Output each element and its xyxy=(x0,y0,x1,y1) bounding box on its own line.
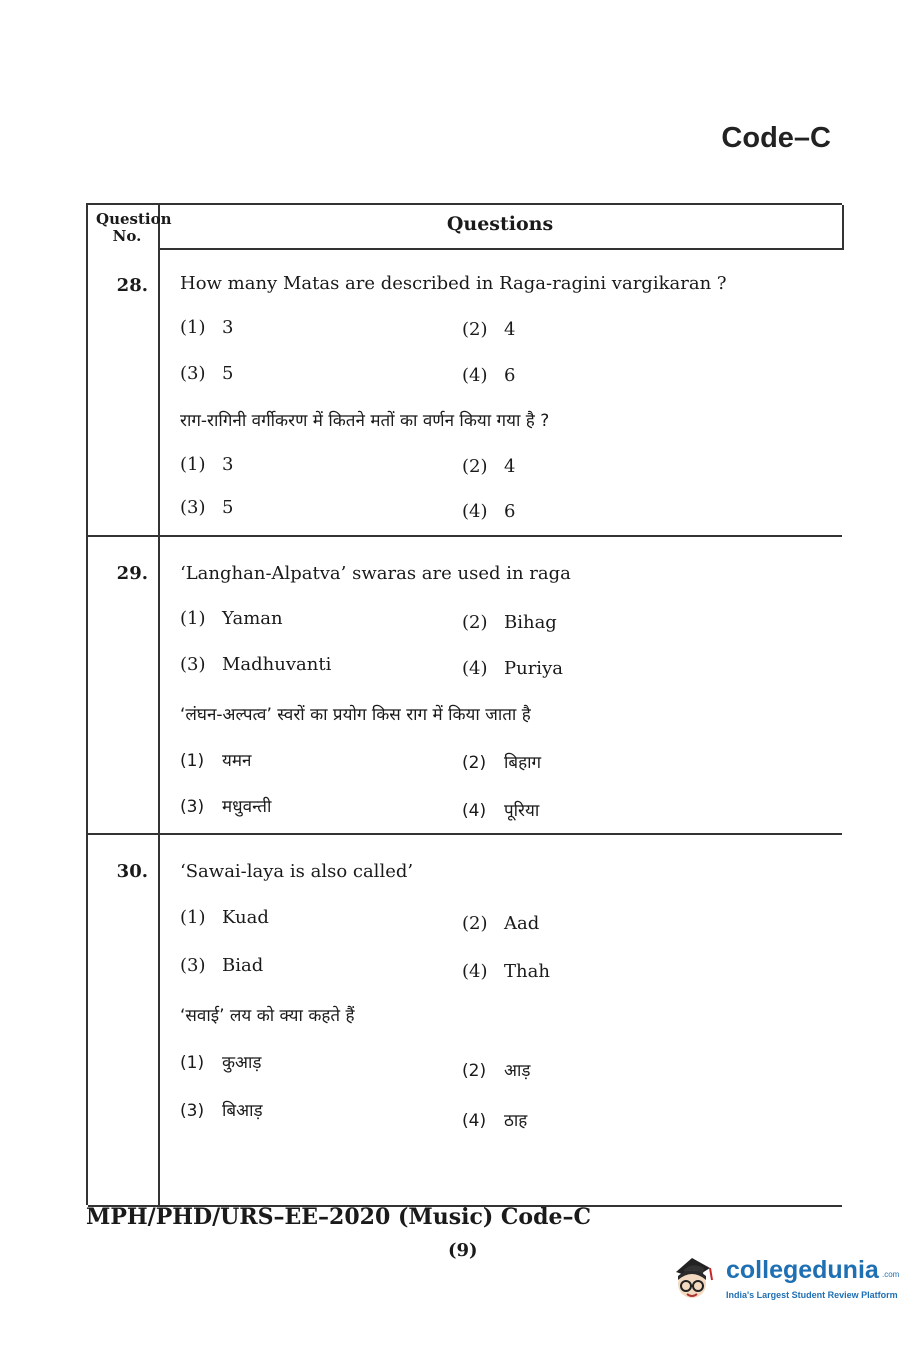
column-header-questions: Questions xyxy=(446,213,554,235)
option-1-hindi: (1) 3 xyxy=(180,454,234,475)
option-4-hindi: (4) पूरिया xyxy=(462,801,540,821)
paper-code: Code–C xyxy=(721,122,831,154)
option-3: (3) Madhuvanti xyxy=(180,654,332,675)
option-2: (2) Bihag xyxy=(462,612,557,633)
collegedunia-logo xyxy=(664,1250,900,1310)
option-3-hindi: (3) 5 xyxy=(180,497,234,518)
question-stem-hindi: ‘सवाई’ लय को क्या कहते हैं xyxy=(180,1006,355,1026)
question-number: 28. xyxy=(116,275,148,296)
row-separator xyxy=(88,833,842,835)
row-separator xyxy=(88,535,842,537)
student-mascot-icon xyxy=(664,1250,722,1308)
brand-suffix: .com xyxy=(882,1270,900,1279)
option-2: (2) Aad xyxy=(462,913,540,934)
question-stem-hindi: ‘लंघन-अल्पत्व’ स्वरों का प्रयोग किस राग में किया जाता है xyxy=(180,705,531,725)
question-number: 29. xyxy=(116,563,148,584)
option-3-hindi: (3) बिआड़ xyxy=(180,1101,263,1121)
option-4: (4) 6 xyxy=(462,365,516,386)
option-3: (3) 5 xyxy=(180,363,234,384)
option-2: (2) 4 xyxy=(462,319,516,340)
option-2-hindi: (2) 4 xyxy=(462,456,516,477)
option-3-hindi: (3) मधुवन्ती xyxy=(180,797,272,817)
option-4: (4) Puriya xyxy=(462,658,563,679)
brand-tagline: India's Largest Student Review Platform xyxy=(726,1290,898,1300)
option-3: (3) Biad xyxy=(180,955,264,976)
brand-name: collegedunia xyxy=(726,1256,879,1284)
option-1: (1) Yaman xyxy=(180,608,283,629)
question-stem-english: How many Matas are described in Raga-ragini vargikaran ? xyxy=(180,273,727,294)
option-4-hindi: (4) ठाह xyxy=(462,1111,528,1131)
option-1-hindi: (1) यमन xyxy=(180,751,252,771)
option-1: (1) 3 xyxy=(180,317,234,338)
question-number: 30. xyxy=(116,861,148,882)
option-1-hindi: (1) कुआड़ xyxy=(180,1053,262,1073)
question-stem-english: ‘Sawai-laya is also called’ xyxy=(180,861,414,882)
option-4-hindi: (4) 6 xyxy=(462,501,516,522)
column-header-question-no: Question No. xyxy=(96,210,172,245)
option-2-hindi: (2) बिहाग xyxy=(462,753,542,773)
option-1: (1) Kuad xyxy=(180,907,269,928)
exam-footer: MPH/PHD/URS–EE–2020 (Music) Code–C xyxy=(86,1204,591,1230)
question-stem-english: ‘Langhan-Alpatva’ swaras are used in raga xyxy=(180,563,571,584)
option-2-hindi: (2) आड़ xyxy=(462,1061,531,1081)
option-4: (4) Thah xyxy=(462,961,550,982)
page-number: (9) xyxy=(448,1240,478,1261)
question-stem-hindi: राग-रागिनी वर्गीकरण में कितने मतों का वर्णन किया गया है ? xyxy=(180,411,550,431)
question-table xyxy=(86,203,842,1205)
